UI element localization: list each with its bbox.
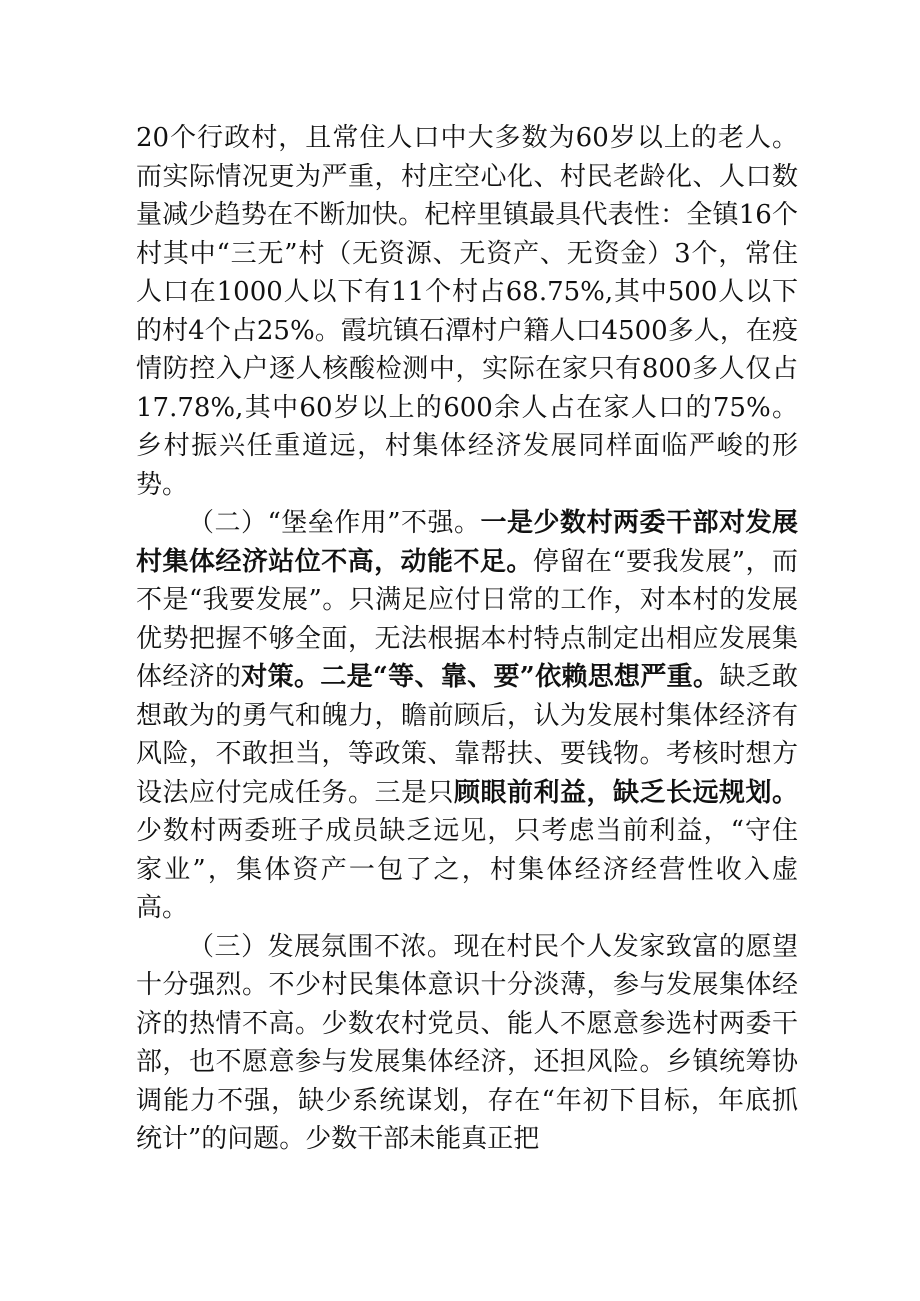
paragraph-text: 20个行政村，且常住人口中大多数为60岁以上的老人。而实际情况更为严重，村庄空心化、村民老龄化、人口数量减少趋势在不断加快。杞梓里镇最具代表性：全镇16个村其中“三无”村（无资源、无资产、无资金）3个，常住人口在1000人以下有11个村占68.75%,其中500人以下的村4个占25%。霞坑镇石潭村户籍人口4500多人，在疫情防控入户逐人核酸检测中，实际在家只有800多人仅占17.78%,其中60岁以上的600余人占在家人口的75%。乡村振兴任重道远，村集体经济发展同样面临严峻的形势。: [136, 123, 798, 500]
paragraph-fortress-role: [136, 504, 798, 928]
paragraph-text: （三）发展氛围不浓。现在村民个人发家致富的愿望十分强烈。不少村民集体意识十分淡薄，参与发展集体经济的热情不高。少数农村党员、能人不愿意参选村两委干部，也不愿意参与发展集体经济，还担风险。乡镇统筹协调能力不强，缺少系统谋划，存在“年初下目标，年底抓统计”的问题。少数干部未能真正把: [136, 931, 798, 1154]
paragraph-text: 停留在“要我发展”，而不是“我要发展”。只满足应付日常的工作，对本村的发展优势把握不够全面，无法根据本村特点制定出相应发展集体经济的: [136, 546, 798, 692]
paragraph-atmosphere: [136, 928, 798, 1159]
paragraph-population-decline: [136, 119, 798, 504]
section-heading-2: （二）“堡垒作用”不强。: [188, 508, 481, 538]
paragraph-text: 缺乏敢想敢为的勇气和魄力，瞻前顾后，认为发展村集体经济有风险，不敢担当，等政策、靠帮扶、要钱物。考核时想方设法应付完成任务。三是只: [136, 662, 798, 808]
bold-point-three: 顾眼前利益，缺乏长远规划。: [454, 777, 798, 808]
bold-point-two: 对策。二是“等、靠、要”依赖思想严重。: [241, 662, 720, 692]
bold-point-one: 一是少数村两委干部对发展村集体经济站位不高，动能不足。: [136, 508, 798, 577]
document-body: [136, 119, 798, 1159]
paragraph-text: 少数村两委班子成员缺乏远见，只考虑当前利益，“守住家业”，集体资产一包了之，村集体经济经营性收入虚高。: [136, 816, 798, 923]
